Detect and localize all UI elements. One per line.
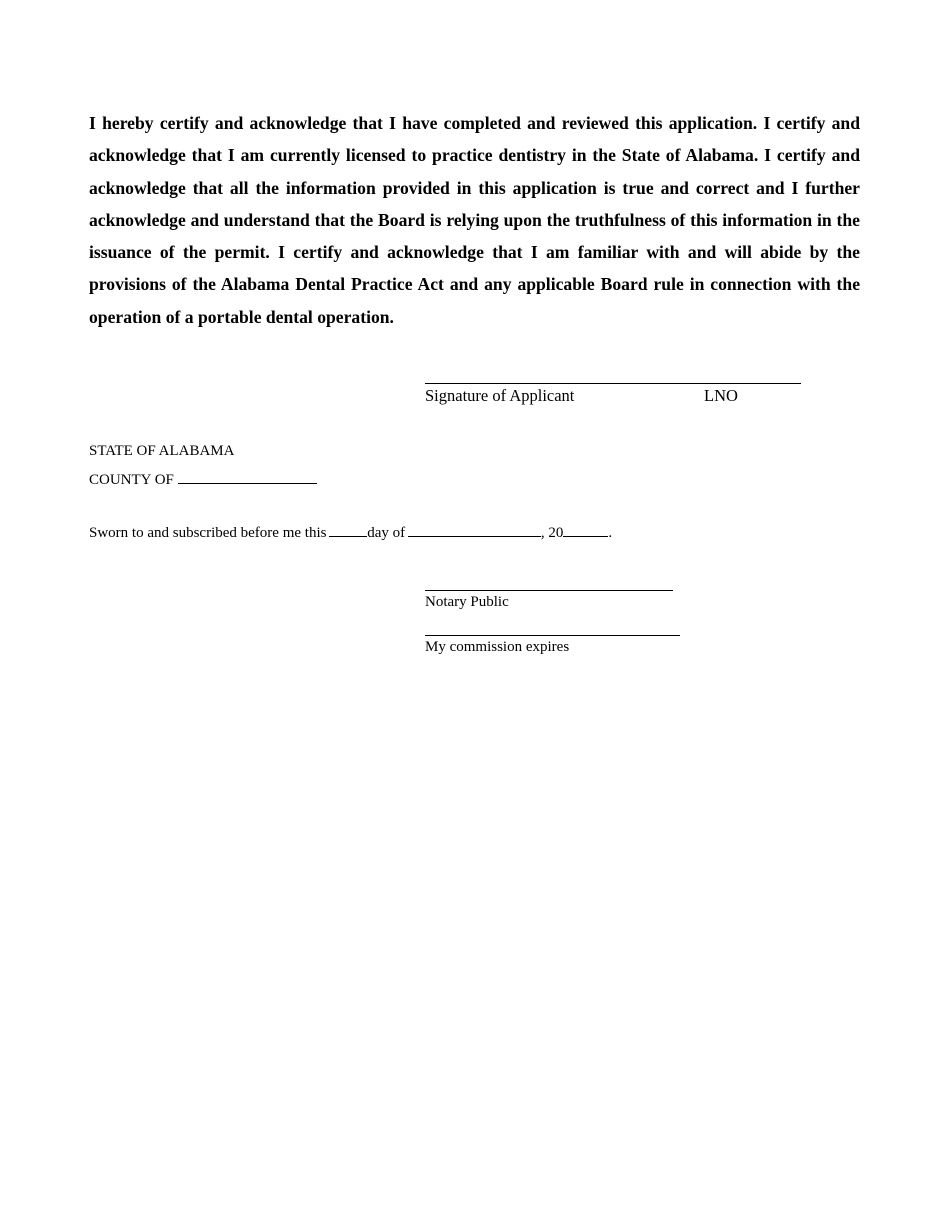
commission-expires-line[interactable] [425, 635, 680, 636]
notary-signature-line[interactable] [425, 590, 673, 591]
day-field[interactable] [329, 522, 367, 537]
day-of-label: day of [367, 525, 406, 541]
county-row [89, 469, 317, 490]
year-prefix-label: , 20 [540, 525, 564, 541]
sworn-end: . [608, 525, 613, 541]
applicant-signature-line[interactable] [425, 383, 801, 384]
state-label: STATE OF ALABAMA [89, 443, 235, 459]
notary-public-label: Notary Public [425, 594, 509, 610]
county-label: COUNTY OF [89, 472, 174, 488]
county-field[interactable] [178, 469, 317, 484]
year-field[interactable] [563, 522, 608, 537]
sworn-prefix: Sworn to and subscribed before me this [89, 525, 327, 541]
commission-expires-label: My commission expires [425, 639, 570, 655]
applicant-signature-label: Signature of Applicant [425, 386, 575, 405]
month-field[interactable] [408, 522, 541, 537]
certification-statement: I hereby certify and acknowledge that I have completed and reviewed this application. I certify and acknowledge that I am currently licensed to practice dentistry in the State of Alabama. I certify and acknowledge that all the information provided in this application is true and correct and I further acknowledge and understand that the Board is relying upon the truthfulness of this information in the issuance of the permit. I certify and acknowledge that I am familiar with and will abide by the provisions of the Alabama Dental Practice Act and any applicable Board rule in connection with the operation of a portable dental operation. [89, 113, 860, 327]
sworn-statement [89, 522, 612, 543]
lno-label: LNO [704, 386, 738, 405]
